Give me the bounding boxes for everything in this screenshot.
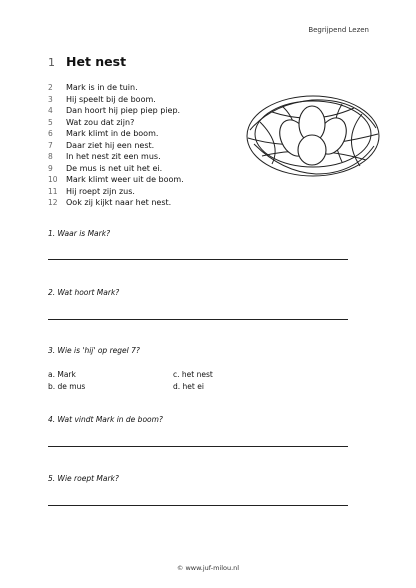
line-number: 8 [48,152,53,162]
question-2: 2. Wat hoort Mark? [48,288,120,297]
line-text: In het nest zit een mus. [66,152,161,162]
line-text: Hij roept zijn zus. [66,186,135,196]
story-line [48,105,184,117]
title-row [48,54,126,69]
question-4: 4. Wat vindt Mark in de boom? [48,415,163,424]
answer-line[interactable] [48,446,348,447]
story-line [48,117,184,129]
line-number: 6 [48,129,53,139]
line-number: 7 [48,140,53,150]
answer-line[interactable] [48,259,348,260]
answer-line[interactable] [48,505,348,506]
line-text: Mark klimt in de boom. [66,129,159,139]
line-text: Mark klimt weer uit de boom. [66,175,184,185]
line-number: 4 [48,106,53,116]
line-text: Daar ziet hij een nest. [66,140,155,150]
line-number: 10 [48,175,58,185]
line-number: 11 [48,186,58,196]
footer-credit: © www.juf-milou.nl [176,564,240,572]
line-text: De mus is net uit het ei. [66,163,163,173]
option-b[interactable]: b. de mus [48,382,86,391]
option-c[interactable]: c. het nest [173,370,213,379]
line-text: Ook zij kijkt naar het nest. [66,198,172,208]
question-1: 1. Waar is Mark? [48,229,111,238]
option-a[interactable]: a. Mark [48,370,76,379]
story-line [48,186,184,198]
story-line [48,82,184,94]
line-text: Dan hoort hij piep piep piep. [66,106,181,116]
question-5: 5. Wie roept Mark? [48,474,119,483]
title-line-number: 1 [48,56,55,69]
header-label: Begrijpend Lezen [308,26,369,34]
story-line [48,151,184,163]
page-title: Het nest [66,54,127,69]
story-line [48,128,184,140]
answer-line[interactable] [48,319,348,320]
story-line [48,140,184,152]
story-text [48,82,184,209]
story-line [48,174,184,186]
line-text: Hij speelt bij de boom. [66,94,156,104]
bird-nest-with-eggs-icon [242,84,384,184]
line-text: Wat zou dat zijn? [66,117,135,127]
line-text: Mark is in de tuin. [66,83,138,93]
line-number: 5 [48,117,53,127]
option-d[interactable]: d. het ei [173,382,204,391]
line-number: 2 [48,83,53,93]
story-line [48,163,184,175]
answer-options [48,370,298,391]
line-number: 9 [48,163,53,173]
story-line [48,94,184,106]
line-number: 3 [48,94,53,104]
story-line [48,197,184,209]
line-number: 12 [48,198,58,208]
question-3: 3. Wie is 'hij' op regel 7? [48,346,140,355]
